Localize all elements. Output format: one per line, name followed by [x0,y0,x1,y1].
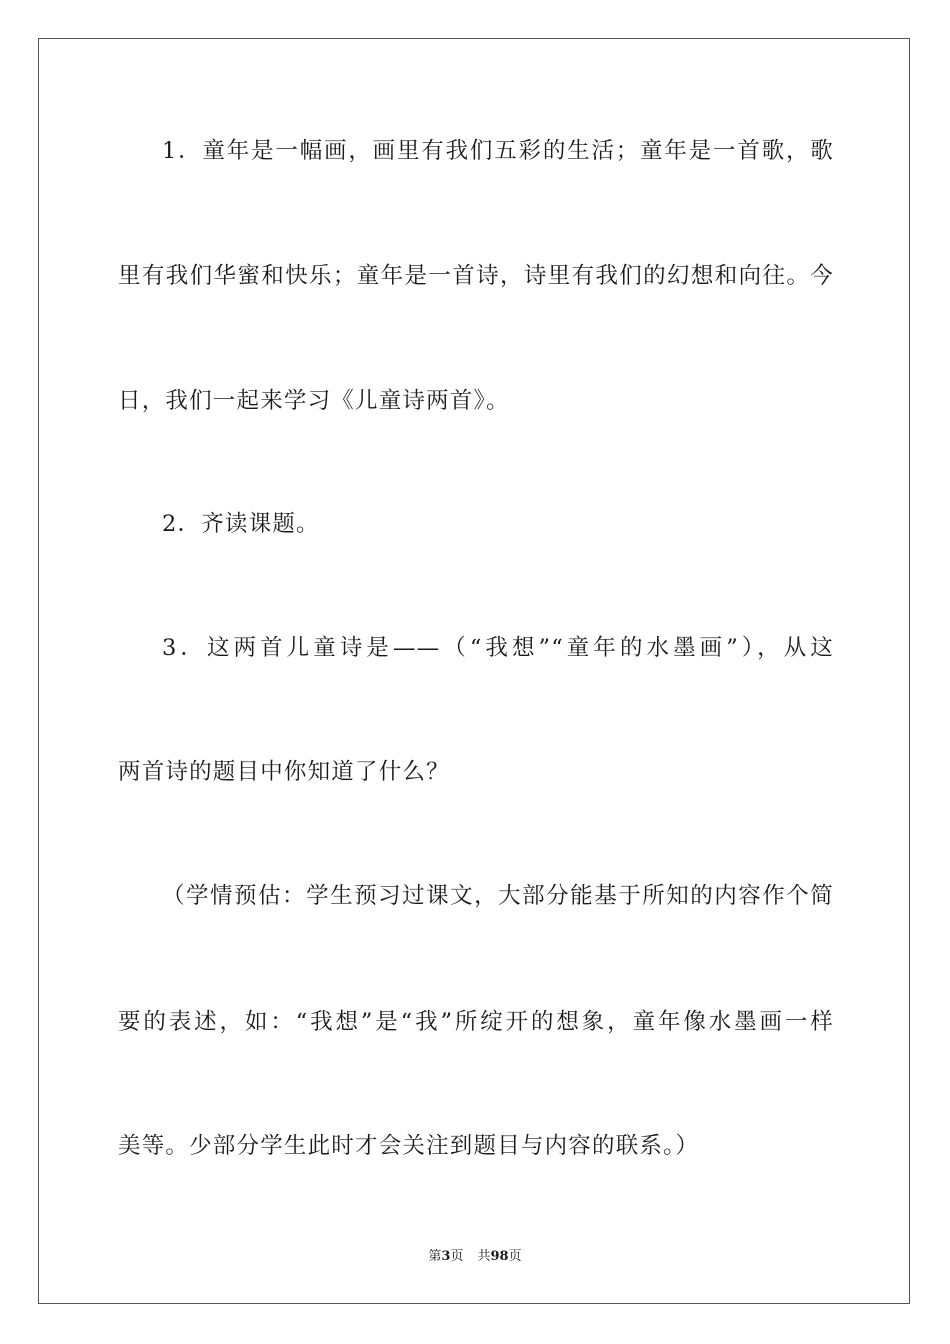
footer-page-suffix: 页 [450,1249,464,1264]
paragraph-3-line-2: 两首诗的题目中你知道了什么？ [118,759,450,785]
paragraph-1-line-3: 日，我们一起来学习《儿童诗两首》。 [118,388,510,414]
paragraph-4-line-2: 要的表述，如：“我想”是“我”所绽开的想象，童年像水墨画一样 [118,1009,834,1035]
footer-page-number: 3 [441,1249,451,1264]
footer-total-prefix: 共 [477,1249,491,1264]
paragraph-1-line-2: 里有我们华蜜和快乐；童年是一首诗，诗里有我们的幻想和向往。今 [118,263,834,289]
paragraph-3-line-1: 3．这两首儿童诗是——（“我想”“童年的水墨画”），从这 [162,635,834,661]
paragraph-1-line-1: 1．童年是一幅画，画里有我们五彩的生活；童年是一首歌，歌 [162,138,834,164]
page-footer [0,1248,950,1266]
page-frame [38,38,910,1304]
footer-total-suffix: 页 [508,1249,522,1264]
paragraph-4-line-3: 美等。少部分学生此时才会关注到题目与内容的联系。） [118,1133,700,1159]
paragraph-2-line-1: 2．齐读课题。 [162,511,320,537]
footer-page-prefix: 第 [428,1249,442,1264]
footer-total-pages: 98 [490,1249,509,1264]
paragraph-4-line-1: （学情预估：学生预习过课文，大部分能基于所知的内容作个简 [162,883,834,909]
